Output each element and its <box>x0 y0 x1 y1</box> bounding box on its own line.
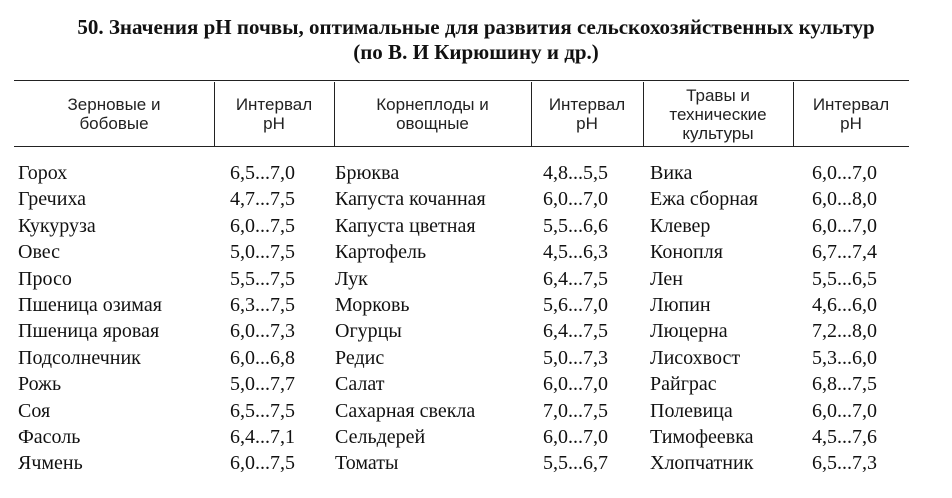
ph-interval: 6,0...7,0 <box>543 425 608 448</box>
ph-interval: 6,0...7,5 <box>230 452 295 475</box>
ph-interval: 5,3...6,0 <box>812 346 877 369</box>
table-row <box>0 239 952 265</box>
table-row <box>0 160 952 186</box>
ph-interval: 5,0...7,5 <box>230 241 295 264</box>
crop-name: Конопля <box>650 241 723 264</box>
ph-interval: 6,3...7,5 <box>230 293 295 316</box>
table-row <box>0 371 952 397</box>
crop-name: Лисохвост <box>650 346 741 369</box>
header-line: Травы и <box>686 85 750 105</box>
crop-name: Люпин <box>650 293 711 316</box>
crop-name: Кукуруза <box>18 214 96 237</box>
crop-name: Морковь <box>335 293 410 316</box>
header-line: технические <box>669 104 767 124</box>
header-grasses-industrial <box>643 82 793 146</box>
crop-name: Салат <box>335 373 385 396</box>
header-line: Корнеплоды и <box>376 95 489 114</box>
ph-interval: 4,6...6,0 <box>812 293 877 316</box>
crop-name: Гречиха <box>18 188 87 211</box>
header-line: овощные <box>396 114 469 133</box>
ph-interval: 6,0...7,3 <box>230 320 295 343</box>
crop-name: Пшеница озимая <box>18 293 162 316</box>
crop-name: Сахарная свекла <box>335 399 476 422</box>
table-row <box>0 213 952 239</box>
ph-interval: 4,7...7,5 <box>230 188 295 211</box>
crop-name: Брюква <box>335 162 400 184</box>
ph-interval: 4,8...5,5 <box>543 162 608 184</box>
ph-interval: 5,5...7,5 <box>230 267 295 290</box>
ph-interval: 6,0...7,0 <box>812 162 877 184</box>
ph-interval: 6,0...7,0 <box>543 373 608 396</box>
crop-name: Пшеница яровая <box>18 320 160 343</box>
header-ph-interval-1 <box>214 82 334 146</box>
header-line: pH <box>840 114 862 133</box>
table-row <box>0 186 952 212</box>
ph-interval: 7,2...8,0 <box>812 320 877 343</box>
ph-interval: 6,5...7,0 <box>230 162 295 184</box>
ph-interval: 6,4...7,1 <box>230 425 295 448</box>
ph-interval: 5,0...7,3 <box>543 346 608 369</box>
header-root-vegetables <box>334 82 531 146</box>
header-line: Зерновые и <box>67 95 161 114</box>
table-row <box>0 292 952 318</box>
ph-interval: 4,5...6,3 <box>543 241 608 264</box>
crop-name: Горох <box>18 162 68 184</box>
table-title: 50. Значения pH почвы, оптимальные для развития сельскохозяйственных культур <box>77 15 875 39</box>
header-line: культуры <box>682 123 754 143</box>
table-row <box>0 345 952 371</box>
header-line: Интервал <box>548 95 626 114</box>
crop-name: Редис <box>335 346 385 369</box>
crop-name: Подсолнечник <box>18 346 141 369</box>
ph-interval: 5,5...6,7 <box>543 452 608 475</box>
crop-name: Огурцы <box>335 320 402 343</box>
crop-name: Лук <box>335 267 368 290</box>
header-line: pH <box>576 114 598 133</box>
header-line: pH <box>263 114 285 133</box>
ph-interval: 6,7...7,4 <box>812 241 877 264</box>
ph-interval: 5,0...7,7 <box>230 373 295 396</box>
crop-name: Райграс <box>650 373 717 396</box>
ph-interval: 6,4...7,5 <box>543 267 608 290</box>
crop-name: Люцерна <box>650 320 728 343</box>
crop-name: Картофель <box>335 241 427 264</box>
crop-name: Вика <box>650 162 693 184</box>
header-line: бобовые <box>79 114 149 133</box>
ph-interval: 6,0...6,8 <box>230 346 295 369</box>
ph-interval: 5,6...7,0 <box>543 293 608 316</box>
crop-name: Овес <box>18 241 61 264</box>
ph-interval: 6,0...7,0 <box>812 214 877 237</box>
crop-name: Просо <box>18 267 72 290</box>
crop-name: Томаты <box>335 452 399 475</box>
table-body <box>0 160 952 477</box>
crop-name: Клевер <box>650 214 711 237</box>
table-row <box>0 398 952 424</box>
header-ph-interval-3 <box>793 82 909 146</box>
top-rule <box>14 80 909 81</box>
crop-name: Капуста кочанная <box>335 188 486 211</box>
ph-interval: 6,0...7,0 <box>543 188 608 211</box>
ph-interval: 6,0...7,0 <box>812 399 877 422</box>
crop-name: Соя <box>18 399 51 422</box>
ph-interval: 6,5...7,3 <box>812 452 877 475</box>
crop-name: Тимофеевка <box>650 425 754 448</box>
header-line: Интервал <box>235 95 313 114</box>
ph-interval: 6,8...7,5 <box>812 373 877 396</box>
crop-name: Ячмень <box>18 452 83 475</box>
ph-interval: 6,0...7,5 <box>230 214 295 237</box>
crop-name: Полевица <box>650 399 733 422</box>
crop-name: Сельдерей <box>335 425 426 448</box>
crop-name: Фасоль <box>18 425 81 448</box>
header-line: Интервал <box>812 95 890 114</box>
crop-name: Хлопчатник <box>650 452 754 475</box>
ph-interval: 6,0...8,0 <box>812 188 877 211</box>
ph-interval: 7,0...7,5 <box>543 399 608 422</box>
header-ph-interval-2 <box>531 82 643 146</box>
crop-name: Лен <box>650 267 684 290</box>
table-row <box>0 450 952 476</box>
table-row <box>0 318 952 344</box>
crop-name: Рожь <box>18 373 62 396</box>
ph-interval: 5,5...6,6 <box>543 214 608 237</box>
ph-interval: 4,5...7,6 <box>812 425 877 448</box>
table-row <box>0 266 952 292</box>
ph-interval: 6,5...7,5 <box>230 399 295 422</box>
ph-interval: 6,4...7,5 <box>543 320 608 343</box>
header-grain-legumes <box>14 82 214 146</box>
ph-interval: 5,5...6,5 <box>812 267 877 290</box>
table-row <box>0 424 952 450</box>
crop-name: Ежа сборная <box>650 188 758 211</box>
crop-name: Капуста цветная <box>335 214 476 237</box>
table-subtitle: (по В. И Кирюшину и др.) <box>353 40 599 64</box>
header-bottom-rule <box>14 146 909 147</box>
